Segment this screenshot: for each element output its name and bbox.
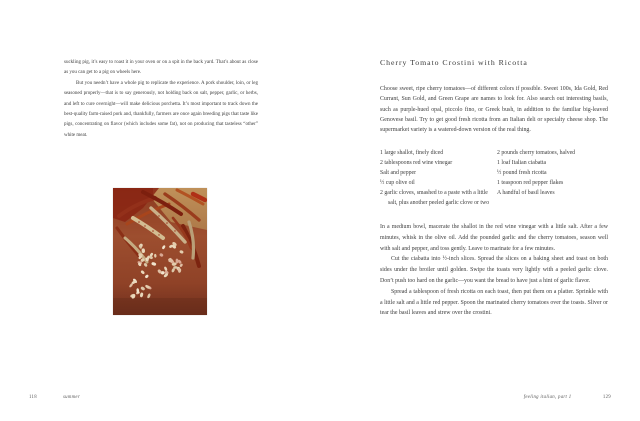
ingredient-item: 1 large shallot, finely diced	[380, 150, 444, 156]
recipe-intro: Choose sweet, ripe cherry tomatoes—of different colors if possible. Sweet 100s, Ida Gold, Red Currant, Sun Gold, and Green Grape are names to look for. Also search out interesting basils, such as purple-hued opal, piccolo fino, or Greek bush, in addition to the familiar big-leaved Genovese basil. Try to get good fresh ricotta from an Italian deli or specialty cheese shop. The supermarket variety is a watered-down version of the real thing.	[380, 86, 608, 134]
food-photo	[113, 188, 207, 315]
left-section-label: summer	[63, 395, 80, 400]
right-page-number: 129	[602, 395, 611, 400]
left-page-number: 118	[29, 395, 37, 400]
right-page-footer	[380, 395, 611, 400]
ingredients-column-1	[380, 149, 497, 208]
ingredient-item: 1 loaf Italian ciabatta	[497, 159, 547, 166]
ingredient-item: ½ cup olive oil	[380, 179, 415, 186]
ingredient-item: A handful of basil leaves	[497, 189, 555, 196]
photo-vignette	[113, 298, 207, 315]
method-paragraph: Cut the ciabatta into ½-inch slices. Spread the slices on a baking sheet and toast on both sides under the broiler until golden. Swipe the toasts very lightly with a peeled garlic clove. Don’t push too hard on the garlic—you want the bread to have just a hint of garlic flavor.	[380, 256, 608, 284]
ingredients-column-2	[497, 149, 583, 208]
right-section-label: feeling italian, part 1	[523, 395, 572, 400]
body-paragraph: suckling pig, it’s easy to roast it in your oven or on a spit in the back yard. That’s about as close as you can get to a pig on wheels here.	[64, 60, 258, 76]
method-paragraph: In a medium bowl, macerate the shallot in the red wine vinegar with a little salt. After a few minutes, whisk in the olive oil. Add the pounded garlic and the cherry tomatoes, season well with salt and pepper, and toss gently. Leave to marinate for a few minutes.	[380, 224, 608, 252]
method-text	[380, 222, 608, 319]
ingredients-list	[380, 149, 608, 208]
ingredient-item: 2 garlic cloves, smashed to a paste with a little salt, plus another peeled garlic clove or two	[380, 189, 490, 206]
right-page	[320, 0, 640, 421]
ingredient-item: ½ pound fresh ricotta	[497, 169, 547, 176]
recipe-title: Cherry Tomato Crostini with Ricotta	[380, 58, 528, 67]
ingredient-item: 1 teaspoon red pepper flakes	[497, 179, 564, 186]
ingredient-item: 2 pounds cherry tomatoes, halved	[497, 150, 576, 156]
ingredient-item: 2 tablespoons red wine vinegar	[380, 159, 453, 166]
left-body-text	[64, 58, 258, 141]
ingredient-item: Salt and pepper	[380, 169, 417, 176]
body-paragraph: But you needn’t have a whole pig to replicate the experience. A pork shoulder, loin, or leg seasoned properly—that is to say generously, not holding back on salt, pepper, garlic, or herbs, and left to cure overnight—will make delicious porchetta. It’s most important to track down the best-quality farm-raised pork and, thankfully, farmers are once again breeding pigs that taste like pigs, concentrating on flavor (which includes some fat), not on producing that tasteless “other” white meat.	[64, 80, 258, 138]
food-photo-illustration	[113, 188, 207, 315]
method-paragraph: Spread a tablespoon of fresh ricotta on each toast, then put them on a platter. Sprinkle with a little salt and a little red pepper. Spoon the marinated cherry tomatoes over the toasts. Sliver or tear the basil leaves and strew over the crostini.	[380, 288, 608, 317]
